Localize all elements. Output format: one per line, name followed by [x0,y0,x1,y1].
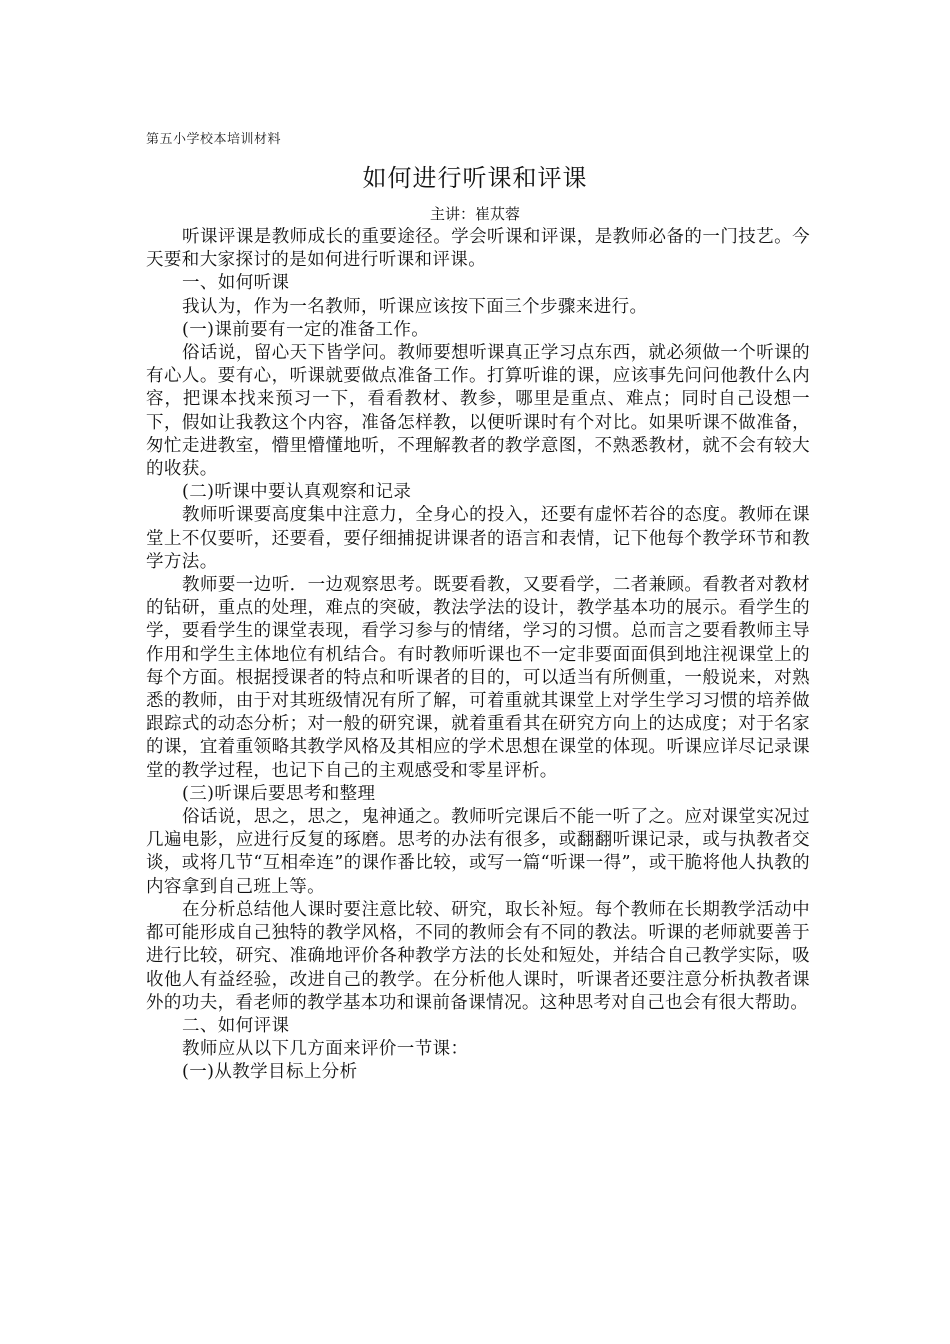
paragraph-intro: 听课评课是教师成长的重要途径。学会听课和评课，是教师必备的一门技艺。今天要和大家探讨的是如何进行听课和评课。 [146,227,810,271]
presenter-line: 主讲：崔苁蓉 [429,205,520,223]
subheading-observation: (二)听课中要认真观察和记录 [182,482,412,503]
section-heading-listening: 一、如何听课 [182,273,290,294]
paragraph: 教师应从以下几方面来评价一节课： [182,1039,469,1060]
subheading-preparation: (一)课前要有一定的准备工作。 [182,319,430,340]
paragraph: 在分析总结他人课时要注意比较、研究，取长补短。每个教师在长期教学活动中都可能形成自己独特的教学风格，不同的教师会有不同的教法。听课的老师就要善于进行比较，研究、准确地评价各种教学方法的长处和短处，并结合自己教学实际，吸收他人有益经验，改进自己的教学。在分析他人课时，听课者还要注意分析执教者课外的功夫，看老师的教学基本功和课前备课情况。这种思考对自己也会有很大帮助。 [146,899,810,1013]
header-note: 第五小学校本培训材料 [146,132,282,147]
section-heading-evaluation: 二、如何评课 [182,1015,290,1036]
paragraph: 教师听课要高度集中注意力，全身心的投入，还要有虚怀若谷的态度。教师在课堂上不仅要听，还要看，要仔细捕捉讲课者的语言和表情，记下他每个教学环节和教学方法。 [146,505,810,572]
document-body [146,226,810,1085]
document-title: 如何进行听课和评课 [362,164,588,192]
subheading-reflection: (三)听课后要思考和整理 [182,783,376,804]
paragraph: 教师要一边听．一边观察思考。既要看教，又要看学，二者兼顾。看教者对教材的钻研，重点的处理，难点的突破，教法学法的设计，教学基本功的展示。看学生的学，要看学生的课堂表现，看学习参与的情绪，学习的习惯。总而言之要看教师主导作用和学生主体地位有机结合。有时教师听课也不一定非要面面俱到地注视课堂上的每个方面。根据授课者的特点和听课者的目的，可以适当有所侧重，一般说来，对熟悉的教师，由于对其班级情况有所了解，可着重就其课堂上对学生学习习惯的培养做跟踪式的动态分析；对一般的研究课，就着重看其在研究方向上的达成度；对于名家的课，宜着重领略其教学风格及其相应的学术思想在课堂的体现。听课应详尽记录课堂的教学过程，也记下自己的主观感受和零星评析。 [146,575,810,781]
subheading-teaching-goals: (一)从教学目标上分析 [182,1062,358,1083]
paragraph: 俗话说，思之，思之，鬼神通之。教师听完课后不能一听了之。应对课堂实况过几遍电影，应进行反复的琢磨。思考的办法有很多，或翻翻听课记录，或与执教者交谈，或将几节“互相牵连”的课作番比较，或写一篇“听课一得”，或干脆将他人执教的内容拿到自己班上等。 [146,807,810,897]
paragraph: 俗话说，留心天下皆学问。教师要想听课真正学习点东西，就必须做一个听课的有心人。要有心，听课就要做点准备工作。打算听谁的课，应该事先问问他教什么内容，把课本找来预习一下，看看教材、教参，哪里是重点、难点；同时自己设想一下，假如让我教这个内容，准备怎样教，以便听课时有个对比。如果听课不做准备，匆忙走进教室，懵里懵懂地听，不理解教者的教学意图，不熟悉教材，就不会有较大的收获。 [146,343,810,480]
paragraph: 我认为，作为一名教师，听课应该按下面三个步骤来进行。 [182,296,648,317]
